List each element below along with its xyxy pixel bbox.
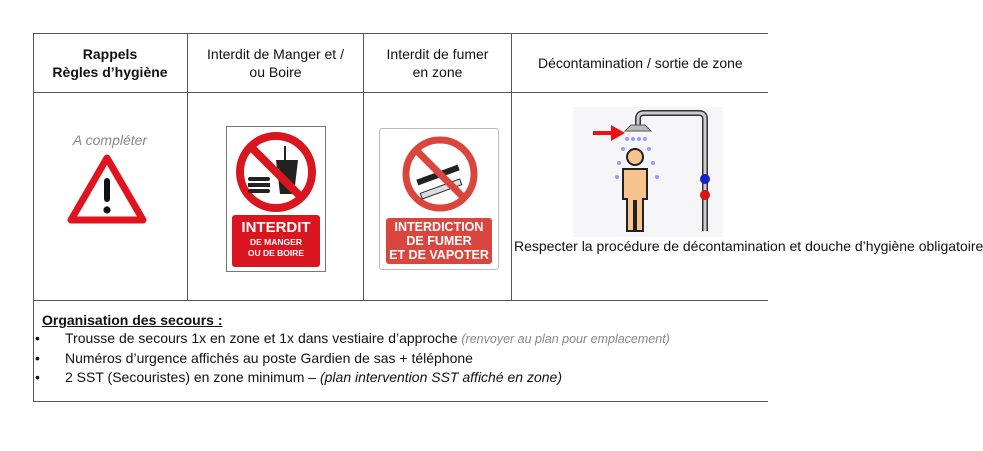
item-text: Numéros d’urgence affichés au poste Gardien de sas + téléphone	[65, 350, 473, 366]
hygiene-table	[33, 33, 983, 402]
shower-caption: Respecter la procédure de décontamination et douche d’hygiène obligatoire	[514, 238, 983, 254]
sign-text: OU DE BOIRE	[247, 248, 305, 258]
header-manger	[188, 33, 363, 92]
item-text: Trousse de secours 1x en zone et 1x dans vestiaire d’approche	[65, 330, 458, 346]
header-text: Interdit de fumer en zone	[386, 45, 489, 80]
list-item	[33, 349, 670, 368]
sign-title: INTERDIT	[241, 219, 311, 236]
no-smoking-icon	[400, 134, 480, 214]
header-text: Règles d’hygiène	[52, 63, 168, 80]
no-eating-sign	[226, 126, 326, 272]
header-text: Rappels	[82, 45, 138, 62]
no-food-drink-icon	[234, 130, 318, 214]
warning-icon	[67, 154, 147, 224]
list-item	[33, 329, 670, 349]
secours-title: Organisation des secours :	[42, 312, 223, 328]
header-fumer	[364, 33, 511, 92]
table-border	[33, 300, 768, 301]
table-border	[33, 401, 768, 402]
table-border	[33, 92, 768, 93]
sign-label	[232, 215, 320, 267]
sign-text: INTERDICTION	[394, 220, 484, 234]
header-text: Décontamination / sortie de zone	[538, 54, 743, 71]
sign-label	[386, 218, 492, 264]
item-text: 2 SST (Secouristes) en zone minimum –	[65, 369, 317, 385]
secours-section	[42, 311, 670, 387]
placeholder-text: A compléter	[72, 132, 148, 148]
item-note: (plan intervention SST affiché en zone)	[319, 369, 562, 385]
sign-text: ET DE VAPOTER	[389, 248, 489, 262]
sign-text: DE FUMER	[406, 234, 472, 248]
header-rappels	[33, 33, 187, 92]
secours-list	[33, 329, 670, 387]
sign-text: DE MANGER	[250, 237, 302, 247]
header-decontamination	[512, 33, 782, 92]
item-note: (renvoyer au plan pour emplacement)	[461, 332, 670, 346]
header-text: Interdit de Manger et / ou Boire	[207, 45, 344, 80]
shower-icon	[573, 107, 723, 237]
list-item	[33, 368, 670, 387]
no-smoking-sign	[379, 128, 499, 270]
